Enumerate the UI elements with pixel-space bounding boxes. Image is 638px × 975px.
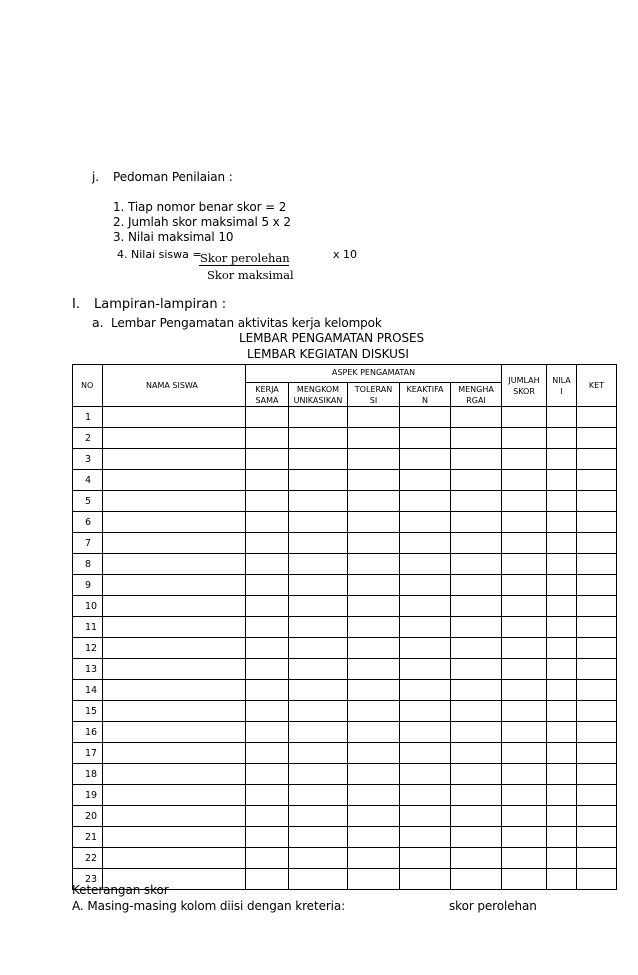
header-mengkomunikasikan-line1: MENGKOM	[296, 384, 340, 394]
fraction-line	[199, 265, 289, 266]
empty-cell	[400, 869, 451, 890]
row-number: 6	[73, 512, 103, 533]
empty-cell	[577, 533, 617, 554]
empty-cell	[289, 701, 348, 722]
empty-cell	[348, 659, 400, 680]
empty-cell	[348, 785, 400, 806]
empty-cell	[451, 638, 502, 659]
header-toleransi-line2: SI	[369, 395, 378, 405]
empty-cell	[502, 428, 547, 449]
header-nilai	[547, 365, 577, 407]
empty-cell	[400, 743, 451, 764]
empty-cell	[547, 659, 577, 680]
empty-cell	[289, 806, 348, 827]
row-number: 5	[73, 491, 103, 512]
empty-cell	[289, 470, 348, 491]
empty-cell	[289, 869, 348, 890]
empty-cell	[348, 764, 400, 785]
row-number: 10	[73, 596, 103, 617]
empty-cell	[348, 596, 400, 617]
heading-lembar-kegiatan: LEMBAR KEGIATAN DISKUSI	[247, 347, 409, 361]
header-mengkomunikasikan-line2: UNIKASIKAN	[293, 395, 343, 405]
empty-cell	[246, 512, 289, 533]
empty-cell	[348, 869, 400, 890]
table-row	[73, 638, 617, 659]
header-kerja-sama-line1: KERJA	[255, 384, 279, 394]
empty-cell	[502, 575, 547, 596]
table-row	[73, 575, 617, 596]
empty-cell	[246, 659, 289, 680]
table-row	[73, 806, 617, 827]
empty-cell	[103, 554, 246, 575]
empty-cell	[348, 554, 400, 575]
keterangan-skor: Keterangan skor	[72, 883, 169, 897]
empty-cell	[400, 638, 451, 659]
empty-cell	[502, 701, 547, 722]
empty-cell	[400, 806, 451, 827]
empty-cell	[400, 617, 451, 638]
row-number: 22	[73, 848, 103, 869]
empty-cell	[547, 785, 577, 806]
empty-cell	[547, 512, 577, 533]
empty-cell	[547, 701, 577, 722]
empty-cell	[348, 449, 400, 470]
empty-cell	[103, 659, 246, 680]
header-jumlah-line2: SKOR	[513, 386, 535, 396]
empty-cell	[400, 407, 451, 428]
table-row	[73, 491, 617, 512]
empty-cell	[577, 764, 617, 785]
empty-cell	[400, 596, 451, 617]
row-number: 23	[73, 869, 103, 890]
header-nama-siswa: NAMA SISWA	[103, 365, 246, 407]
empty-cell	[451, 680, 502, 701]
empty-cell	[348, 407, 400, 428]
header-menghargai-line2: RGAI	[466, 395, 486, 405]
empty-cell	[502, 491, 547, 512]
table-row	[73, 533, 617, 554]
empty-cell	[547, 596, 577, 617]
empty-cell	[547, 491, 577, 512]
empty-cell	[246, 617, 289, 638]
lampiran-sub-marker: a.	[92, 315, 104, 330]
empty-cell	[577, 701, 617, 722]
empty-cell	[246, 785, 289, 806]
row-number: 2	[73, 428, 103, 449]
empty-cell	[547, 449, 577, 470]
empty-cell	[502, 764, 547, 785]
empty-cell	[348, 743, 400, 764]
empty-cell	[502, 806, 547, 827]
empty-cell	[103, 617, 246, 638]
empty-cell	[451, 659, 502, 680]
empty-cell	[502, 680, 547, 701]
empty-cell	[400, 701, 451, 722]
table-row	[73, 512, 617, 533]
empty-cell	[451, 806, 502, 827]
row-number: 18	[73, 764, 103, 785]
empty-cell	[246, 407, 289, 428]
empty-cell	[246, 638, 289, 659]
empty-cell	[103, 827, 246, 848]
empty-cell	[103, 449, 246, 470]
empty-cell	[289, 827, 348, 848]
row-number: 20	[73, 806, 103, 827]
empty-cell	[348, 512, 400, 533]
row-number: 15	[73, 701, 103, 722]
empty-cell	[246, 554, 289, 575]
pedoman-item-1: 1. Tiap nomor benar skor = 2	[113, 200, 287, 214]
empty-cell	[348, 722, 400, 743]
empty-cell	[348, 491, 400, 512]
empty-cell	[547, 470, 577, 491]
table-row	[73, 680, 617, 701]
empty-cell	[547, 743, 577, 764]
empty-cell	[451, 848, 502, 869]
header-nilai-line1: NILA	[552, 375, 571, 385]
empty-cell	[400, 554, 451, 575]
empty-cell	[103, 596, 246, 617]
section-marker-i: I.	[72, 297, 80, 312]
empty-cell	[451, 722, 502, 743]
empty-cell	[246, 428, 289, 449]
empty-cell	[451, 575, 502, 596]
row-number: 14	[73, 680, 103, 701]
empty-cell	[289, 596, 348, 617]
empty-cell	[547, 533, 577, 554]
empty-cell	[400, 428, 451, 449]
empty-cell	[451, 596, 502, 617]
empty-cell	[547, 575, 577, 596]
empty-cell	[502, 533, 547, 554]
empty-cell	[103, 848, 246, 869]
table-row	[73, 659, 617, 680]
empty-cell	[246, 533, 289, 554]
row-number: 9	[73, 575, 103, 596]
section-marker-j: j.	[92, 170, 99, 184]
empty-cell	[289, 722, 348, 743]
header-keaktifan-line2: N	[422, 395, 428, 405]
pedoman-item-3: 3. Nilai maksimal 10	[113, 230, 234, 244]
empty-cell	[103, 407, 246, 428]
empty-cell	[103, 785, 246, 806]
empty-cell	[502, 554, 547, 575]
empty-cell	[289, 638, 348, 659]
header-no: NO	[73, 365, 103, 407]
empty-cell	[451, 701, 502, 722]
empty-cell	[400, 764, 451, 785]
empty-cell	[348, 638, 400, 659]
empty-cell	[246, 806, 289, 827]
empty-cell	[289, 785, 348, 806]
empty-cell	[246, 701, 289, 722]
empty-cell	[103, 806, 246, 827]
empty-cell	[547, 764, 577, 785]
empty-cell	[246, 827, 289, 848]
empty-cell	[289, 512, 348, 533]
empty-cell	[348, 806, 400, 827]
table-row	[73, 428, 617, 449]
empty-cell	[502, 827, 547, 848]
empty-cell	[246, 743, 289, 764]
empty-cell	[502, 596, 547, 617]
empty-cell	[547, 407, 577, 428]
table-row	[73, 554, 617, 575]
empty-cell	[547, 827, 577, 848]
formula-denominator: Skor maksimal	[207, 268, 294, 282]
empty-cell	[348, 848, 400, 869]
empty-cell	[577, 869, 617, 890]
row-number: 12	[73, 638, 103, 659]
empty-cell	[103, 743, 246, 764]
row-number: 19	[73, 785, 103, 806]
empty-cell	[400, 722, 451, 743]
heading-lembar-pengamatan: LEMBAR PENGAMATAN PROSES	[239, 331, 424, 345]
empty-cell	[502, 785, 547, 806]
table-header-row-1	[73, 365, 617, 383]
empty-cell	[289, 491, 348, 512]
empty-cell	[103, 638, 246, 659]
empty-cell	[246, 449, 289, 470]
empty-cell	[103, 680, 246, 701]
empty-cell	[451, 827, 502, 848]
empty-cell	[289, 554, 348, 575]
empty-cell	[577, 617, 617, 638]
empty-cell	[451, 785, 502, 806]
empty-cell	[547, 848, 577, 869]
empty-cell	[103, 428, 246, 449]
table-row	[73, 407, 617, 428]
pedoman-title: Pedoman Penilaian :	[113, 170, 233, 184]
empty-cell	[502, 638, 547, 659]
empty-cell	[103, 701, 246, 722]
skor-perolehan-label: skor perolehan	[449, 899, 537, 913]
empty-cell	[451, 617, 502, 638]
empty-cell	[547, 869, 577, 890]
header-toleransi-line1: TOLERAN	[354, 384, 393, 394]
empty-cell	[577, 680, 617, 701]
empty-cell	[577, 596, 617, 617]
empty-cell	[103, 764, 246, 785]
row-number: 11	[73, 617, 103, 638]
row-number: 4	[73, 470, 103, 491]
empty-cell	[451, 554, 502, 575]
empty-cell	[577, 785, 617, 806]
header-menghargai-line1: MENGHA	[458, 384, 494, 394]
empty-cell	[246, 491, 289, 512]
empty-cell	[451, 428, 502, 449]
table-row	[73, 764, 617, 785]
keterangan-line-a: A. Masing-masing kolom diisi dengan kreteria:	[72, 899, 346, 913]
empty-cell	[577, 722, 617, 743]
header-aspek-pengamatan: ASPEK PENGAMATAN	[246, 365, 502, 383]
row-number: 21	[73, 827, 103, 848]
empty-cell	[577, 491, 617, 512]
empty-cell	[502, 449, 547, 470]
empty-cell	[577, 407, 617, 428]
header-kerja-sama	[246, 383, 289, 407]
empty-cell	[103, 470, 246, 491]
empty-cell	[103, 575, 246, 596]
empty-cell	[451, 764, 502, 785]
empty-cell	[246, 764, 289, 785]
empty-cell	[289, 848, 348, 869]
empty-cell	[577, 659, 617, 680]
empty-cell	[451, 512, 502, 533]
empty-cell	[103, 722, 246, 743]
empty-cell	[289, 743, 348, 764]
table-body	[73, 407, 617, 890]
empty-cell	[246, 575, 289, 596]
empty-cell	[289, 659, 348, 680]
empty-cell	[246, 680, 289, 701]
row-number: 16	[73, 722, 103, 743]
row-number: 17	[73, 743, 103, 764]
lampiran-sub-title: Lembar Pengamatan aktivitas kerja kelompok	[111, 316, 382, 330]
empty-cell	[547, 806, 577, 827]
empty-cell	[348, 533, 400, 554]
empty-cell	[246, 848, 289, 869]
row-number: 1	[73, 407, 103, 428]
table-row	[73, 722, 617, 743]
empty-cell	[348, 701, 400, 722]
header-menghargai	[451, 383, 502, 407]
header-ket: KET	[577, 365, 617, 407]
empty-cell	[451, 449, 502, 470]
empty-cell	[451, 470, 502, 491]
empty-cell	[577, 806, 617, 827]
row-number: 7	[73, 533, 103, 554]
empty-cell	[451, 407, 502, 428]
empty-cell	[577, 512, 617, 533]
table-row	[73, 701, 617, 722]
row-number: 8	[73, 554, 103, 575]
row-number: 3	[73, 449, 103, 470]
pedoman-item-2: 2. Jumlah skor maksimal 5 x 2	[113, 215, 291, 229]
empty-cell	[348, 428, 400, 449]
empty-cell	[547, 428, 577, 449]
empty-cell	[451, 743, 502, 764]
empty-cell	[400, 491, 451, 512]
table-row	[73, 743, 617, 764]
empty-cell	[289, 617, 348, 638]
observation-table	[72, 364, 617, 890]
empty-cell	[348, 470, 400, 491]
header-toleransi	[348, 383, 400, 407]
header-kerja-sama-line2: SAMA	[255, 395, 279, 405]
empty-cell	[246, 869, 289, 890]
empty-cell	[103, 512, 246, 533]
empty-cell	[400, 848, 451, 869]
empty-cell	[348, 575, 400, 596]
empty-cell	[400, 680, 451, 701]
header-keaktifan	[400, 383, 451, 407]
table-row	[73, 596, 617, 617]
empty-cell	[400, 785, 451, 806]
empty-cell	[502, 470, 547, 491]
empty-cell	[577, 638, 617, 659]
empty-cell	[502, 659, 547, 680]
empty-cell	[400, 512, 451, 533]
empty-cell	[577, 470, 617, 491]
table-row	[73, 617, 617, 638]
table-row	[73, 848, 617, 869]
empty-cell	[502, 407, 547, 428]
row-number: 13	[73, 659, 103, 680]
empty-cell	[289, 407, 348, 428]
table-row	[73, 449, 617, 470]
empty-cell	[400, 659, 451, 680]
empty-cell	[577, 428, 617, 449]
empty-cell	[348, 617, 400, 638]
empty-cell	[289, 533, 348, 554]
empty-cell	[502, 617, 547, 638]
empty-cell	[451, 869, 502, 890]
table-row	[73, 785, 617, 806]
empty-cell	[577, 575, 617, 596]
empty-cell	[289, 428, 348, 449]
empty-cell	[547, 638, 577, 659]
empty-cell	[246, 596, 289, 617]
table-row	[73, 470, 617, 491]
empty-cell	[103, 533, 246, 554]
empty-cell	[246, 722, 289, 743]
empty-cell	[547, 617, 577, 638]
header-jumlah-skor	[502, 365, 547, 407]
empty-cell	[289, 575, 348, 596]
table-row	[73, 827, 617, 848]
empty-cell	[400, 533, 451, 554]
empty-cell	[400, 575, 451, 596]
empty-cell	[502, 848, 547, 869]
empty-cell	[400, 827, 451, 848]
formula-multiplier: x 10	[333, 248, 358, 261]
empty-cell	[502, 722, 547, 743]
empty-cell	[577, 554, 617, 575]
empty-cell	[348, 827, 400, 848]
empty-cell	[577, 449, 617, 470]
empty-cell	[502, 869, 547, 890]
empty-cell	[289, 680, 348, 701]
empty-cell	[577, 827, 617, 848]
empty-cell	[547, 722, 577, 743]
empty-cell	[451, 533, 502, 554]
empty-cell	[348, 680, 400, 701]
empty-cell	[577, 848, 617, 869]
empty-cell	[547, 680, 577, 701]
empty-cell	[502, 512, 547, 533]
header-jumlah-line1: JUMLAH	[508, 375, 540, 385]
formula-prefix: 4. Nilai siswa =	[117, 248, 202, 261]
empty-cell	[577, 743, 617, 764]
empty-cell	[451, 491, 502, 512]
empty-cell	[246, 470, 289, 491]
empty-cell	[400, 470, 451, 491]
header-nilai-line2: I	[560, 386, 563, 396]
empty-cell	[502, 743, 547, 764]
lampiran-title: Lampiran-lampiran :	[94, 297, 227, 312]
header-keaktifan-line1: KEAKTIFA	[406, 384, 444, 394]
header-mengkomunikasikan	[289, 383, 348, 407]
empty-cell	[400, 449, 451, 470]
empty-cell	[547, 554, 577, 575]
empty-cell	[289, 449, 348, 470]
empty-cell	[103, 491, 246, 512]
formula-numerator: Skor perolehan	[200, 251, 290, 265]
empty-cell	[289, 764, 348, 785]
